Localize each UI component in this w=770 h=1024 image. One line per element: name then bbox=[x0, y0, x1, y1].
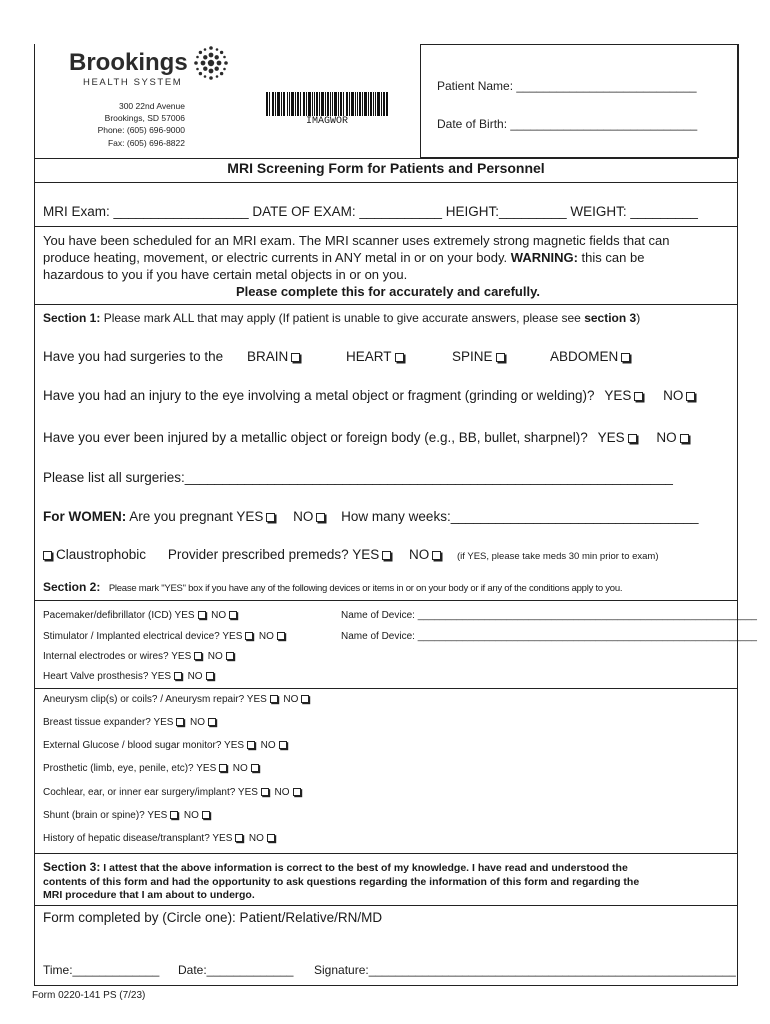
metal-injury-text: Have you ever been injured by a metallic object or foreign body (e.g., BB, bullet, sharpnel)? bbox=[43, 430, 588, 445]
no-checkbox[interactable] bbox=[301, 695, 309, 703]
condition-item-label: Cochlear, ear, or inner ear surgery/implant? bbox=[43, 787, 236, 798]
spine-label: SPINE bbox=[452, 349, 493, 364]
logo-burst-icon bbox=[191, 44, 231, 82]
pregnant-text: Are you pregnant bbox=[129, 509, 233, 524]
condition-item-label: Shunt (brain or spine)? bbox=[43, 810, 145, 821]
section2-text: Please mark "YES" box if you have any of the following devices or items in or on your body or if any of the conditions apply to you. bbox=[108, 583, 623, 594]
patient-info-box bbox=[420, 44, 739, 158]
divider bbox=[35, 853, 737, 854]
condition-item: Aneurysm clip(s) or coils? / Aneurysm repair? YES NO bbox=[43, 694, 309, 705]
condition-item: Shunt (brain or spine)? YES NO bbox=[43, 810, 210, 821]
yes-checkbox[interactable] bbox=[245, 632, 253, 640]
no-checkbox[interactable] bbox=[206, 672, 214, 680]
metal-injury-question bbox=[43, 430, 689, 445]
eye-yes-checkbox[interactable] bbox=[634, 392, 643, 401]
yes-checkbox[interactable] bbox=[176, 718, 184, 726]
yes-checkbox[interactable] bbox=[247, 741, 255, 749]
barcode-text: IMAGWOR bbox=[305, 116, 348, 127]
device-item-label: Heart Valve prosthesis? bbox=[43, 671, 149, 682]
section3-line-1 bbox=[43, 861, 733, 876]
abdomen-option[interactable] bbox=[550, 349, 630, 364]
condition-item: Cochlear, ear, or inner ear surgery/implant? YES NO bbox=[43, 787, 301, 798]
premeds-yes-checkbox[interactable] bbox=[382, 551, 391, 560]
device-name-field[interactable]: Name of Device: _____________________________________________________________ bbox=[341, 631, 757, 642]
surgeries-question: Have you had surgeries to the bbox=[43, 349, 224, 364]
eye-yes-label: YES bbox=[604, 388, 632, 403]
device-item: Pacemaker/defibrillator (ICD) YES NO bbox=[43, 610, 237, 621]
section2-header bbox=[43, 578, 622, 596]
device-name-field[interactable]: Name of Device: _____________________________________________________________ bbox=[341, 610, 757, 621]
yes-checkbox[interactable] bbox=[270, 695, 278, 703]
form-number: Form 0220-141 PS (7/23) bbox=[32, 990, 146, 1001]
eye-injury-question bbox=[43, 388, 695, 403]
date-field[interactable]: Date:_____________ bbox=[178, 963, 294, 977]
intro-line-3: hazardous to you if you have certain metal objects in or on you. bbox=[43, 267, 408, 282]
logo-wordmark: Brookings bbox=[69, 49, 188, 76]
address-fax: Fax: (605) 696-8822 bbox=[107, 137, 185, 148]
section1-header bbox=[43, 311, 640, 325]
intro-line-1: You have been scheduled for an MRI exam. The MRI scanner uses extremely strong magnetic fields that can bbox=[43, 233, 670, 248]
divider bbox=[35, 600, 737, 601]
eye-no-label: NO bbox=[663, 388, 684, 403]
premeds-no-checkbox[interactable] bbox=[432, 551, 441, 560]
women-label: For WOMEN: bbox=[43, 509, 127, 524]
no-checkbox[interactable] bbox=[279, 741, 287, 749]
section3-line-1-text: I attest that the above information is correct to the best of my knowledge. I have read and understood the bbox=[103, 862, 628, 874]
condition-item-label: Prosthetic (limb, eye, penile, etc)? bbox=[43, 763, 194, 774]
metal-no-label: NO bbox=[656, 430, 677, 445]
pregnant-no-label: NO bbox=[293, 509, 314, 524]
spine-checkbox[interactable] bbox=[496, 353, 505, 362]
intro-instruction: Please complete this for accurately and carefully. bbox=[236, 284, 540, 299]
no-checkbox[interactable] bbox=[267, 834, 275, 842]
device-item-label: Internal electrodes or wires? bbox=[43, 651, 169, 662]
time-field[interactable]: Time:_____________ bbox=[43, 963, 160, 977]
yes-checkbox[interactable] bbox=[194, 652, 202, 660]
divider bbox=[35, 182, 737, 183]
address-street: 300 22nd Avenue bbox=[118, 101, 185, 111]
divider bbox=[35, 304, 737, 305]
pregnant-yes-checkbox[interactable] bbox=[266, 513, 275, 522]
no-checkbox[interactable] bbox=[202, 811, 210, 819]
mri-screening-form bbox=[34, 44, 757, 986]
condition-item-label: History of hepatic disease/transplant? bbox=[43, 833, 210, 844]
device-item: Stimulator / Implanted electrical device? YES NO bbox=[43, 631, 285, 642]
intro-line-2 bbox=[43, 249, 733, 266]
yes-checkbox[interactable] bbox=[174, 672, 182, 680]
pregnancy-question bbox=[43, 509, 698, 524]
form-title: MRI Screening Form for Patients and Personnel bbox=[227, 160, 545, 176]
brain-label: BRAIN bbox=[247, 349, 289, 364]
premeds-text: Provider prescribed premeds? bbox=[167, 547, 349, 562]
patient-name-field[interactable]: Patient Name: ___________________________ bbox=[437, 79, 697, 93]
brain-checkbox[interactable] bbox=[291, 353, 300, 362]
premeds-yes-label: YES bbox=[352, 547, 380, 562]
signature-field[interactable]: Signature:_______________________________________________________ bbox=[314, 963, 736, 977]
no-checkbox[interactable] bbox=[229, 611, 237, 619]
surgeries-list-field[interactable]: Please list all surgeries:_________________________________________________________________ bbox=[43, 470, 673, 485]
intro-line-2a: produce heating, movement, or electric currents in ANY metal in or on your body. bbox=[43, 250, 511, 265]
section2-heading: Section 2: bbox=[43, 580, 101, 594]
condition-item-label: External Glucose / blood sugar monitor? bbox=[43, 740, 222, 751]
claustrophobic-checkbox[interactable] bbox=[43, 551, 52, 560]
abdomen-checkbox[interactable] bbox=[621, 353, 630, 362]
section3-line-2: contents of this form and had the opportunity to ask questions regarding the information of this form and regarding the bbox=[43, 875, 640, 888]
spine-option[interactable] bbox=[452, 349, 505, 364]
heart-option[interactable] bbox=[346, 349, 404, 364]
condition-item: Prosthetic (limb, eye, penile, etc)? YES NO bbox=[43, 763, 259, 774]
condition-item: External Glucose / blood sugar monitor? YES NO bbox=[43, 740, 287, 751]
section3-reference: section 3 bbox=[584, 311, 637, 325]
yes-checkbox[interactable] bbox=[219, 764, 227, 772]
abdomen-label: ABDOMEN bbox=[550, 349, 619, 364]
pregnant-no-checkbox[interactable] bbox=[316, 513, 325, 522]
address-phone: Phone: (605) 696-9000 bbox=[97, 125, 185, 136]
heart-checkbox[interactable] bbox=[395, 353, 404, 362]
warning-label: WARNING: bbox=[510, 250, 578, 265]
section3-line-3: MRI procedure that I am about to undergo. bbox=[43, 889, 255, 901]
metal-no-checkbox[interactable] bbox=[680, 434, 689, 443]
claustrophobic-row bbox=[43, 547, 659, 562]
address-city: Brookings, SD 57006 bbox=[104, 113, 185, 124]
heart-label: HEART bbox=[346, 349, 392, 364]
logo-subtitle: HEALTH SYSTEM bbox=[83, 77, 183, 88]
divider bbox=[35, 688, 737, 689]
no-checkbox[interactable] bbox=[277, 632, 285, 640]
premeds-note: (if YES, please take meds 30 min prior to exam) bbox=[456, 551, 659, 562]
divider bbox=[35, 226, 737, 227]
eye-no-checkbox[interactable] bbox=[686, 392, 695, 401]
yes-checkbox[interactable] bbox=[261, 788, 269, 796]
divider bbox=[35, 158, 737, 159]
eye-injury-text: Have you had an injury to the eye involving a metal object or fragment (grinding or welding)? bbox=[43, 388, 595, 403]
claustrophobic-label: Claustrophobic bbox=[56, 547, 147, 562]
address-block bbox=[5, 100, 185, 149]
no-checkbox[interactable] bbox=[208, 718, 216, 726]
weeks-field[interactable]: How many weeks:_________________________________ bbox=[341, 509, 699, 524]
device-item: Heart Valve prosthesis? YES NO bbox=[43, 671, 214, 682]
condition-item-label: Aneurysm clip(s) or coils? / Aneurysm repair? bbox=[43, 694, 245, 705]
divider bbox=[35, 905, 737, 906]
intro-line-2b: this can be bbox=[577, 250, 645, 265]
yes-checkbox[interactable] bbox=[235, 834, 243, 842]
yes-checkbox[interactable] bbox=[198, 611, 206, 619]
condition-item: History of hepatic disease/transplant? YES NO bbox=[43, 833, 275, 844]
intro-paragraph bbox=[43, 232, 733, 300]
barcode-image bbox=[266, 92, 388, 116]
condition-item: Breast tissue expander? YES NO bbox=[43, 717, 216, 728]
device-item: Internal electrodes or wires? YES NO bbox=[43, 651, 234, 662]
metal-yes-checkbox[interactable] bbox=[628, 434, 637, 443]
exam-info-line[interactable]: MRI Exam: __________________ DATE OF EXAM: ___________ HEIGHT:_________ WEIGHT: _________ bbox=[43, 204, 698, 219]
section1-text: Please mark ALL that may apply (If patient is unable to give accurate answers, please see bbox=[103, 311, 585, 325]
device-item-label: Stimulator / Implanted electrical device? bbox=[43, 631, 220, 642]
section3-heading: Section 3: bbox=[43, 860, 101, 874]
device-item-label: Pacemaker/defibrillator (ICD) bbox=[43, 610, 172, 621]
condition-item-label: Breast tissue expander? bbox=[43, 717, 151, 728]
no-checkbox[interactable] bbox=[226, 652, 234, 660]
completed-by-field[interactable]: Form completed by (Circle one): Patient/Relative/RN/MD bbox=[43, 910, 383, 925]
yes-checkbox[interactable] bbox=[170, 811, 178, 819]
pregnant-yes-label: YES bbox=[236, 509, 264, 524]
no-checkbox[interactable] bbox=[251, 764, 259, 772]
section1-heading: Section 1: bbox=[43, 311, 101, 325]
no-checkbox[interactable] bbox=[293, 788, 301, 796]
section3-attestation bbox=[43, 861, 733, 903]
brain-option[interactable] bbox=[247, 349, 300, 364]
section1-close: ) bbox=[636, 311, 641, 325]
premeds-no-label: NO bbox=[408, 547, 430, 562]
metal-yes-label: YES bbox=[597, 430, 625, 445]
date-of-birth-field[interactable]: Date of Birth: ____________________________ bbox=[437, 117, 698, 131]
